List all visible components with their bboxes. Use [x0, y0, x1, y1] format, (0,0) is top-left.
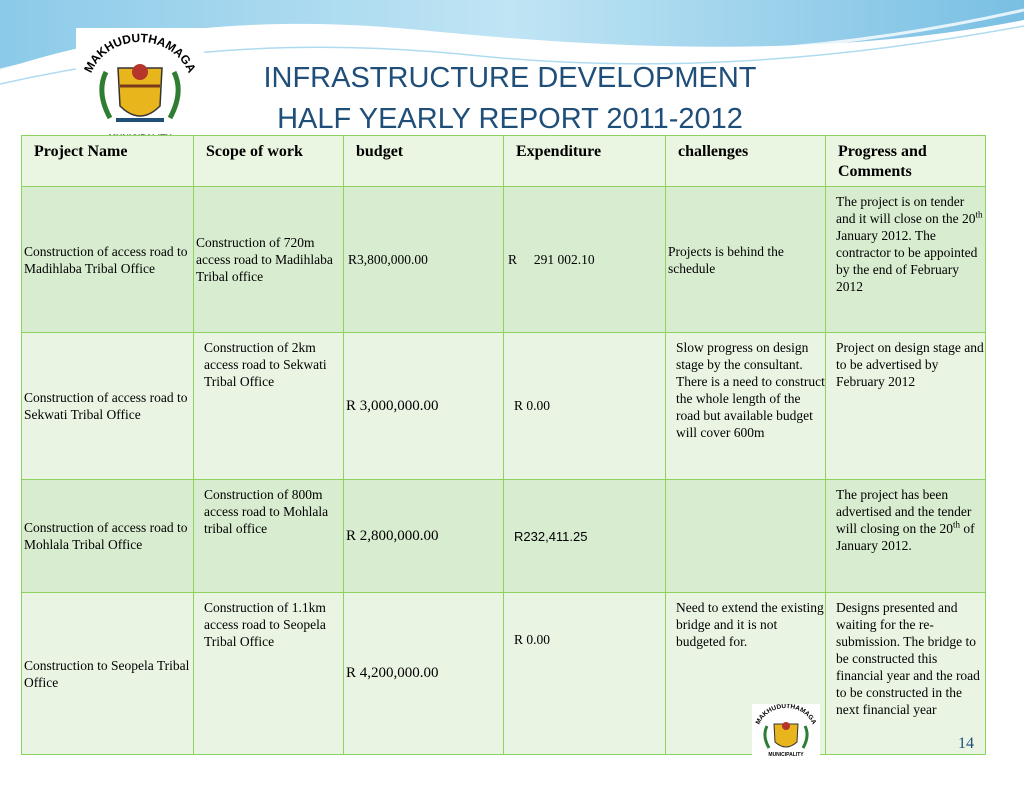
cell-project: Construction of access road to Sekwati Tribal Office [22, 333, 194, 480]
cell-expenditure: R 0.00 [504, 333, 666, 480]
cell-scope: Construction of 2km access road to Sekwati Tribal Office [194, 333, 344, 480]
cell-challenges [666, 480, 826, 593]
small-logo-arc-text: MAKHUDUTHAMAGA [754, 704, 818, 726]
cell-budget: R 3,000,000.00 [344, 333, 504, 480]
cell-scope: Construction of 1.1km access road to Seopela Tribal Office [194, 593, 344, 755]
header-scope-of-work: Scope of work [194, 136, 344, 187]
cell-progress: The project has been advertised and the tender will closing on the 20th of January 2012. [826, 480, 986, 593]
table-header-row [22, 136, 986, 187]
cell-progress: Project on design stage and to be advertised by February 2012 [826, 333, 986, 480]
small-logo-bottom-text: MUNICIPALITY [768, 752, 804, 758]
cell-challenges: Need to extend the existing bridge and it is not budgeted for. [666, 593, 826, 755]
header-budget: budget [344, 136, 504, 187]
table-row [22, 187, 986, 333]
municipality-logo [76, 28, 204, 146]
cell-progress: The project is on tender and it will close on the 20th January 2012. The contractor to be appointed by the end of February 2012 [826, 187, 986, 333]
cell-expenditure: R232,411.25 [504, 480, 666, 593]
cell-budget: R3,800,000.00 [344, 187, 504, 333]
header-project-name: Project Name [22, 136, 194, 187]
cell-project: Construction to Seopela Tribal Office [22, 593, 194, 755]
header-challenges: challenges [666, 136, 826, 187]
table-row [22, 593, 986, 755]
cell-project: Construction of access road to Madihlaba Tribal Office [22, 187, 194, 333]
title-line-2: HALF YEARLY REPORT 2011-2012 [277, 103, 743, 135]
table-row [22, 333, 986, 480]
header-progress-comments: Progress and Comments [826, 136, 986, 187]
title-line-1: INFRASTRUCTURE DEVELOPMENT [263, 62, 757, 94]
cell-scope: Construction of 720m access road to Madihlaba Tribal office [194, 187, 344, 333]
cell-budget: R 4,200,000.00 [344, 593, 504, 755]
cell-project: Construction of access road to Mohlala Tribal Office [22, 480, 194, 593]
cell-scope: Construction of 800m access road to Mohlala tribal office [194, 480, 344, 593]
logo-arc-text: MAKHUDUTHAMAGA [81, 30, 199, 75]
cell-challenges: Projects is behind the schedule [666, 187, 826, 333]
cell-budget: R 2,800,000.00 [344, 480, 504, 593]
infrastructure-report-table [21, 135, 986, 755]
municipality-logo-small [752, 704, 820, 758]
page-number: 14 [958, 735, 974, 752]
cell-expenditure: R 0.00 [504, 593, 666, 755]
cell-progress: Designs presented and waiting for the re-submission. The bridge to be constructed this financial year and the road to be constructed in the next financial year [826, 593, 986, 755]
cell-expenditure: R 291 002.10 [504, 187, 666, 333]
header-expenditure: Expenditure [504, 136, 666, 187]
cell-challenges: Slow progress on design stage by the consultant. There is a need to construct the whole length of the road but available budget will cover 600m [666, 333, 826, 480]
table-row [22, 480, 986, 593]
page-title [220, 58, 800, 140]
